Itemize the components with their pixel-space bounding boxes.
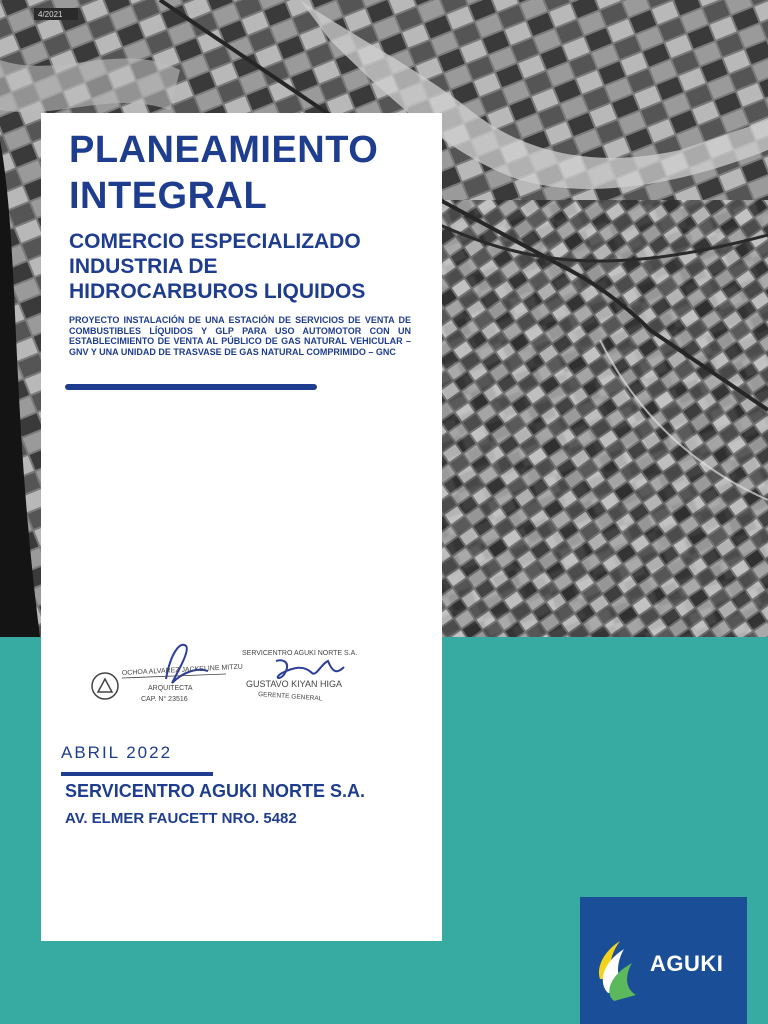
subtitle-line-3: HIDROCARBUROS LIQUIDOS	[69, 280, 366, 303]
title-line-2: INTEGRAL	[69, 175, 268, 217]
cover-card	[41, 113, 442, 941]
company-name: SERVICENTRO AGUKI NORTE S.A.	[65, 781, 366, 801]
aguki-swoosh-icon	[580, 897, 650, 1024]
architect-role: ARQUITECTA	[148, 685, 193, 692]
logo-wordmark: AGUKI	[650, 951, 724, 976]
aguki-logo	[580, 897, 747, 1024]
company-stamp-text: SERVICENTRO AGUKI NORTE S.A.	[242, 650, 358, 657]
manager-name: GUSTAVO KIYAN HIGA	[246, 679, 343, 689]
manager-signature-icon	[276, 660, 344, 678]
document-date: ABRIL 2022	[61, 743, 173, 762]
subtitle-line-2: INDUSTRIA DE	[69, 255, 218, 278]
architect-signature-icon	[166, 645, 208, 683]
manager-stamp	[242, 650, 357, 703]
footer-divider	[61, 772, 213, 776]
title-divider	[65, 384, 317, 390]
aerial-corner-label: 4/2021	[38, 10, 63, 19]
subtitle-line-1: COMERCIO ESPECIALIZADO	[69, 230, 361, 253]
title-line-1: PLANEAMIENTO	[69, 129, 379, 171]
manager-role: GERENTE GENERAL	[257, 691, 323, 703]
architect-cap: CAP. N° 23516	[141, 696, 188, 703]
signature-stamps	[86, 631, 386, 711]
architect-name: OCHOA ALVAREZ JACKELINE MITZU	[121, 663, 244, 677]
document-subtitle	[69, 229, 365, 304]
architect-stamp	[92, 645, 243, 703]
company-address: AV. ELMER FAUCETT NRO. 5482	[65, 810, 297, 827]
project-description: PROYECTO INSTALACIÓN DE UNA ESTACIÓN DE SERVICIOS DE VENTA DE COMBUSTIBLES LÍQUIDOS Y GLP PARA USO AUTOMOTOR CON UN ESTABLECIMIENTO DE VENTA AL PÚBLICO DE GAS NATURAL VEHICULAR – GNV Y UNA UNIDAD DE TRASVASE DE GAS NATURAL COMPRIMIDO – GNC	[69, 315, 411, 357]
document-title	[69, 127, 378, 219]
